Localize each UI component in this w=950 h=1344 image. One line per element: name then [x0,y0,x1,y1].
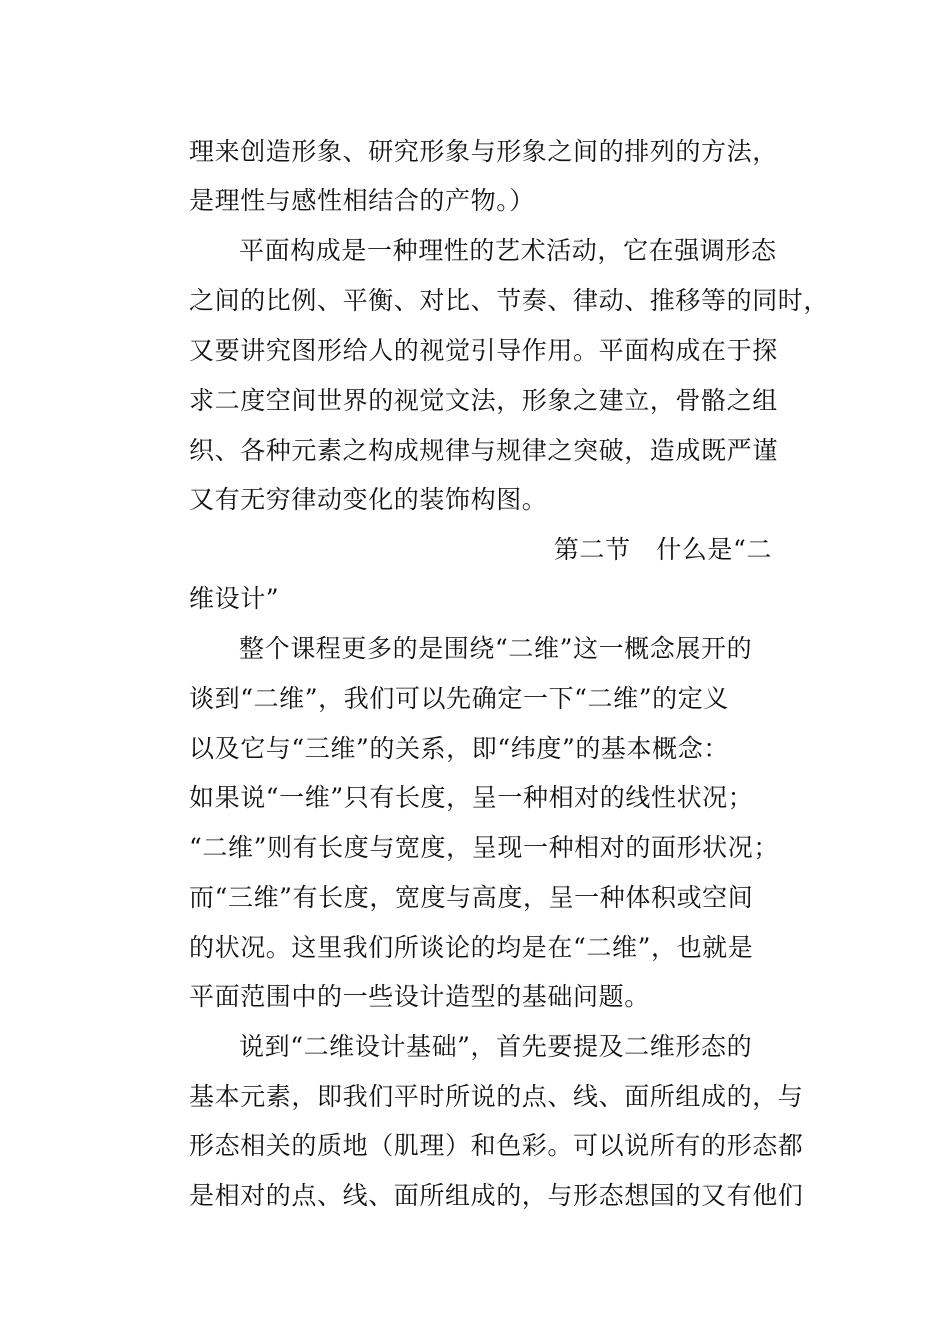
text-line: 是相对的点、线、面所组成的，与形态想国的又有他们 [189,1181,804,1210]
text-line: 而“三维”有长度，宽度与高度，呈一种体积或空间 [189,883,754,912]
text-line: 求二度空间世界的视觉文法，形象之建立，骨骼之组 [189,386,778,415]
text-line: 平面构成是一种理性的艺术活动，它在强调形态 [239,236,777,265]
text-line: 平面范围中的一些设计造型的基础问题。 [189,982,650,1011]
section-heading-continued: 维设计” [189,584,280,613]
text-line: 又有无穷律动变化的装饰构图。 [189,485,548,514]
text-line: 理来创造形象、研究形象与形象之间的排列的方法， [189,137,778,166]
text-line: 谈到“二维”，我们可以先确定一下“二维”的定义 [189,684,729,713]
text-line: 整个课程更多的是围绕“二维”这一概念展开的 [239,634,753,663]
text-line: 说到“二维设计基础”，首先要提及二维形态的 [239,1032,753,1061]
text-line: 以及它与“三维”的关系，即“纬度”的基本概念： [189,734,729,763]
text-line: “二维”则有长度与宽度，呈现一种相对的面形状况； [189,833,779,862]
text-line: 基本元素，即我们平时所说的点、线、面所组成的，与 [189,1082,804,1111]
text-line: 又要讲究图形给人的视觉引导作用。平面构成在于探 [189,336,778,365]
text-line: 之间的比例、平衡、对比、节奏、律动、推移等的同时， [189,286,830,315]
text-line: 是理性与感性相结合的产物。） [189,186,535,215]
text-line: 的状况。这里我们所谈论的均是在“二维”，也就是 [189,933,754,962]
text-line: 形态相关的质地（肌理）和色彩。可以说所有的形态都 [189,1131,804,1160]
section-heading: 第二节 什么是“二 [553,535,772,564]
text-line: 织、各种元素之构成规律与规律之突破，造成既严谨 [189,436,778,465]
text-line: 如果说“一维”只有长度，呈一种相对的线性状况； [189,783,754,812]
